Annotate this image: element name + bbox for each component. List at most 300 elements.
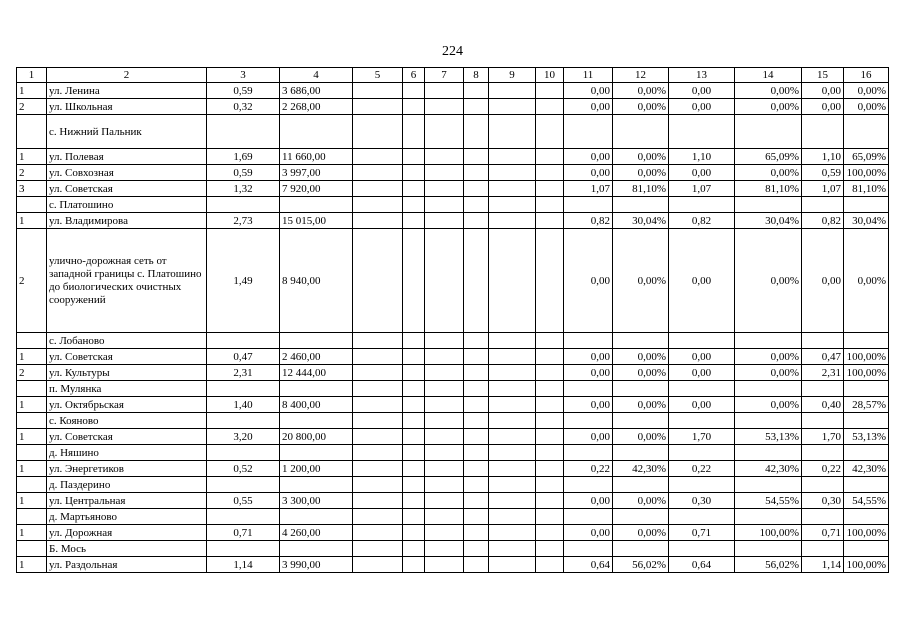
col12-percent-cell: 0,00%	[613, 429, 669, 445]
street-cell: ул. Советская	[47, 181, 207, 197]
row-number-cell: 1	[17, 83, 47, 99]
empty-cell	[735, 333, 802, 349]
settlement-name-cell: с. Кояново	[47, 413, 207, 429]
header-row	[17, 68, 889, 83]
empty-cell	[536, 333, 564, 349]
empty-cell	[536, 197, 564, 213]
empty-cell	[464, 477, 489, 493]
table-row	[17, 229, 889, 333]
empty-cell	[464, 541, 489, 557]
col12-percent-cell: 0,00%	[613, 493, 669, 509]
row-number-cell: 1	[17, 349, 47, 365]
empty-cell	[613, 381, 669, 397]
empty-cell	[735, 381, 802, 397]
empty-cell	[425, 493, 464, 509]
empty-cell	[207, 509, 280, 525]
cost-cell: 4 260,00	[280, 525, 353, 541]
cost-cell: 8 940,00	[280, 229, 353, 333]
length-cell: 0,32	[207, 99, 280, 115]
col11-value-cell: 0,00	[564, 349, 613, 365]
street-cell: ул. Советская	[47, 429, 207, 445]
empty-cell	[613, 197, 669, 213]
table-row	[17, 525, 889, 541]
col15-value-cell: 1,14	[802, 557, 844, 573]
empty-cell	[464, 99, 489, 115]
empty-cell	[802, 541, 844, 557]
col14-percent-cell: 42,30%	[735, 461, 802, 477]
col14-percent-cell: 0,00%	[735, 229, 802, 333]
empty-cell	[489, 445, 536, 461]
row-number-cell: 1	[17, 213, 47, 229]
col11-value-cell: 0,00	[564, 99, 613, 115]
col15-value-cell: 0,47	[802, 349, 844, 365]
col13-value-cell: 0,64	[669, 557, 735, 573]
empty-cell	[280, 333, 353, 349]
col12-percent-cell: 0,00%	[613, 525, 669, 541]
col13-value-cell: 0,30	[669, 493, 735, 509]
street-cell: улично-дорожная сеть от западной границы с. Платошино до биологических очистных сооружений	[47, 229, 207, 333]
empty-cell	[802, 413, 844, 429]
row-number-cell: 2	[17, 365, 47, 381]
row-number-cell: 2	[17, 165, 47, 181]
header-cell: 9	[489, 68, 536, 83]
col12-percent-cell: 0,00%	[613, 165, 669, 181]
row-number-cell: 1	[17, 429, 47, 445]
empty-cell	[403, 525, 425, 541]
empty-cell	[844, 445, 889, 461]
empty-cell	[425, 115, 464, 149]
col15-value-cell: 0,00	[802, 83, 844, 99]
empty-cell	[353, 333, 403, 349]
street-cell: ул. Школьная	[47, 99, 207, 115]
empty-cell	[613, 541, 669, 557]
col12-percent-cell: 0,00%	[613, 229, 669, 333]
empty-cell	[425, 397, 464, 413]
cost-cell: 12 444,00	[280, 365, 353, 381]
empty-cell	[489, 413, 536, 429]
empty-cell	[735, 197, 802, 213]
col16-percent-cell: 54,55%	[844, 493, 889, 509]
empty-cell	[353, 365, 403, 381]
empty-cell	[353, 213, 403, 229]
empty-cell	[353, 477, 403, 493]
empty-cell	[425, 165, 464, 181]
col12-percent-cell: 30,04%	[613, 213, 669, 229]
empty-cell	[403, 213, 425, 229]
col11-value-cell: 0,00	[564, 493, 613, 509]
col11-value-cell: 0,82	[564, 213, 613, 229]
empty-cell	[802, 197, 844, 213]
empty-cell	[17, 115, 47, 149]
table-row	[17, 349, 889, 365]
empty-cell	[536, 181, 564, 197]
empty-cell	[564, 115, 613, 149]
col16-percent-cell: 28,57%	[844, 397, 889, 413]
empty-cell	[489, 197, 536, 213]
col15-value-cell: 0,00	[802, 99, 844, 115]
col13-value-cell: 0,00	[669, 349, 735, 365]
empty-cell	[536, 115, 564, 149]
street-cell: ул. Центральная	[47, 493, 207, 509]
settlement-row	[17, 541, 889, 557]
col16-percent-cell: 65,09%	[844, 149, 889, 165]
empty-cell	[802, 115, 844, 149]
empty-cell	[280, 541, 353, 557]
empty-cell	[403, 115, 425, 149]
empty-cell	[464, 413, 489, 429]
col15-value-cell: 0,40	[802, 397, 844, 413]
empty-cell	[403, 461, 425, 477]
row-number-cell: 1	[17, 493, 47, 509]
empty-cell	[353, 541, 403, 557]
table-row	[17, 165, 889, 181]
empty-cell	[280, 115, 353, 149]
col15-value-cell: 0,59	[802, 165, 844, 181]
col16-percent-cell: 0,00%	[844, 229, 889, 333]
settlement-name-cell: д. Мартьяново	[47, 509, 207, 525]
empty-cell	[403, 333, 425, 349]
empty-cell	[403, 477, 425, 493]
empty-cell	[489, 461, 536, 477]
table-row	[17, 149, 889, 165]
empty-cell	[425, 99, 464, 115]
col13-value-cell: 0,22	[669, 461, 735, 477]
empty-cell	[17, 541, 47, 557]
col12-percent-cell: 0,00%	[613, 99, 669, 115]
col11-value-cell: 0,00	[564, 149, 613, 165]
col11-value-cell: 0,00	[564, 165, 613, 181]
empty-cell	[536, 493, 564, 509]
empty-cell	[489, 213, 536, 229]
empty-cell	[17, 333, 47, 349]
empty-cell	[669, 445, 735, 461]
length-cell: 1,32	[207, 181, 280, 197]
empty-cell	[489, 365, 536, 381]
col16-percent-cell: 100,00%	[844, 557, 889, 573]
cost-cell: 8 400,00	[280, 397, 353, 413]
empty-cell	[17, 477, 47, 493]
empty-cell	[280, 197, 353, 213]
empty-cell	[403, 365, 425, 381]
length-cell: 0,55	[207, 493, 280, 509]
empty-cell	[425, 365, 464, 381]
empty-cell	[17, 413, 47, 429]
empty-cell	[669, 333, 735, 349]
cost-cell: 3 686,00	[280, 83, 353, 99]
col11-value-cell: 0,64	[564, 557, 613, 573]
settlement-row	[17, 197, 889, 213]
header-cell: 11	[564, 68, 613, 83]
empty-cell	[536, 229, 564, 333]
empty-cell	[613, 333, 669, 349]
empty-cell	[403, 429, 425, 445]
cost-cell: 1 200,00	[280, 461, 353, 477]
empty-cell	[536, 413, 564, 429]
empty-cell	[17, 381, 47, 397]
settlement-row	[17, 477, 889, 493]
empty-cell	[425, 461, 464, 477]
empty-cell	[489, 525, 536, 541]
empty-cell	[844, 509, 889, 525]
length-cell: 1,14	[207, 557, 280, 573]
empty-cell	[353, 83, 403, 99]
empty-cell	[353, 99, 403, 115]
header-cell: 16	[844, 68, 889, 83]
empty-cell	[844, 541, 889, 557]
empty-cell	[489, 397, 536, 413]
empty-cell	[464, 333, 489, 349]
empty-cell	[403, 413, 425, 429]
empty-cell	[280, 477, 353, 493]
empty-cell	[669, 413, 735, 429]
cost-cell: 20 800,00	[280, 429, 353, 445]
empty-cell	[564, 381, 613, 397]
empty-cell	[613, 477, 669, 493]
length-cell: 0,47	[207, 349, 280, 365]
empty-cell	[464, 429, 489, 445]
col16-percent-cell: 100,00%	[844, 365, 889, 381]
settlement-name-cell: Б. Мось	[47, 541, 207, 557]
empty-cell	[353, 115, 403, 149]
empty-cell	[353, 197, 403, 213]
empty-cell	[802, 509, 844, 525]
empty-cell	[425, 541, 464, 557]
empty-cell	[280, 509, 353, 525]
empty-cell	[207, 477, 280, 493]
table-row	[17, 99, 889, 115]
col15-value-cell: 2,31	[802, 365, 844, 381]
empty-cell	[353, 509, 403, 525]
empty-cell	[353, 397, 403, 413]
empty-cell	[464, 197, 489, 213]
empty-cell	[425, 349, 464, 365]
empty-cell	[536, 149, 564, 165]
header-cell: 13	[669, 68, 735, 83]
row-number-cell: 2	[17, 229, 47, 333]
empty-cell	[353, 525, 403, 541]
empty-cell	[464, 349, 489, 365]
col12-percent-cell: 0,00%	[613, 365, 669, 381]
col14-percent-cell: 81,10%	[735, 181, 802, 197]
empty-cell	[489, 83, 536, 99]
empty-cell	[403, 509, 425, 525]
empty-cell	[489, 165, 536, 181]
empty-cell	[464, 365, 489, 381]
col16-percent-cell: 100,00%	[844, 165, 889, 181]
street-cell: ул. Советская	[47, 349, 207, 365]
col16-percent-cell: 81,10%	[844, 181, 889, 197]
empty-cell	[489, 115, 536, 149]
empty-cell	[280, 413, 353, 429]
empty-cell	[536, 525, 564, 541]
street-cell: ул. Владимирова	[47, 213, 207, 229]
empty-cell	[403, 229, 425, 333]
empty-cell	[353, 413, 403, 429]
col12-percent-cell: 81,10%	[613, 181, 669, 197]
empty-cell	[735, 115, 802, 149]
header-cell: 2	[47, 68, 207, 83]
col14-percent-cell: 30,04%	[735, 213, 802, 229]
table-row	[17, 213, 889, 229]
table-row	[17, 181, 889, 197]
empty-cell	[207, 413, 280, 429]
row-number-cell: 2	[17, 99, 47, 115]
empty-cell	[403, 541, 425, 557]
col11-value-cell: 1,07	[564, 181, 613, 197]
col12-percent-cell: 0,00%	[613, 83, 669, 99]
empty-cell	[403, 197, 425, 213]
header-cell: 10	[536, 68, 564, 83]
cost-cell: 15 015,00	[280, 213, 353, 229]
header-cell: 14	[735, 68, 802, 83]
col16-percent-cell: 0,00%	[844, 99, 889, 115]
empty-cell	[735, 477, 802, 493]
table-row	[17, 365, 889, 381]
col13-value-cell: 1,70	[669, 429, 735, 445]
empty-cell	[464, 115, 489, 149]
col15-value-cell: 0,82	[802, 213, 844, 229]
empty-cell	[564, 541, 613, 557]
row-number-cell: 1	[17, 525, 47, 541]
empty-cell	[425, 197, 464, 213]
empty-cell	[489, 429, 536, 445]
empty-cell	[536, 541, 564, 557]
row-number-cell: 3	[17, 181, 47, 197]
empty-cell	[844, 381, 889, 397]
empty-cell	[425, 509, 464, 525]
empty-cell	[489, 509, 536, 525]
empty-cell	[489, 477, 536, 493]
empty-cell	[353, 381, 403, 397]
empty-cell	[489, 181, 536, 197]
col13-value-cell: 0,71	[669, 525, 735, 541]
col12-percent-cell: 0,00%	[613, 149, 669, 165]
header-cell: 15	[802, 68, 844, 83]
header-cell: 1	[17, 68, 47, 83]
empty-cell	[489, 349, 536, 365]
length-cell: 0,52	[207, 461, 280, 477]
empty-cell	[489, 149, 536, 165]
settlement-row	[17, 381, 889, 397]
col16-percent-cell: 42,30%	[844, 461, 889, 477]
street-cell: ул. Энергетиков	[47, 461, 207, 477]
length-cell: 0,71	[207, 525, 280, 541]
empty-cell	[844, 413, 889, 429]
col11-value-cell: 0,00	[564, 525, 613, 541]
length-cell: 1,69	[207, 149, 280, 165]
length-cell: 2,73	[207, 213, 280, 229]
empty-cell	[207, 445, 280, 461]
empty-cell	[464, 83, 489, 99]
empty-cell	[464, 445, 489, 461]
empty-cell	[669, 541, 735, 557]
col13-value-cell: 0,00	[669, 99, 735, 115]
empty-cell	[536, 445, 564, 461]
col14-percent-cell: 0,00%	[735, 99, 802, 115]
col13-value-cell: 1,10	[669, 149, 735, 165]
empty-cell	[613, 445, 669, 461]
row-number-cell: 1	[17, 397, 47, 413]
empty-cell	[669, 477, 735, 493]
settlement-name-cell: п. Мулянка	[47, 381, 207, 397]
empty-cell	[536, 213, 564, 229]
empty-cell	[669, 115, 735, 149]
empty-cell	[280, 381, 353, 397]
empty-cell	[802, 477, 844, 493]
col14-percent-cell: 0,00%	[735, 83, 802, 99]
empty-cell	[425, 229, 464, 333]
col13-value-cell: 0,00	[669, 397, 735, 413]
col13-value-cell: 0,00	[669, 165, 735, 181]
street-cell: ул. Совхозная	[47, 165, 207, 181]
col16-percent-cell: 100,00%	[844, 525, 889, 541]
table-row	[17, 493, 889, 509]
empty-cell	[464, 493, 489, 509]
cost-cell: 7 920,00	[280, 181, 353, 197]
empty-cell	[280, 445, 353, 461]
settlement-row	[17, 413, 889, 429]
empty-cell	[353, 493, 403, 509]
empty-cell	[425, 333, 464, 349]
empty-cell	[844, 115, 889, 149]
empty-cell	[464, 397, 489, 413]
empty-cell	[802, 445, 844, 461]
settlement-name-cell: с. Лобаново	[47, 333, 207, 349]
page-number: 224	[442, 44, 463, 59]
col11-value-cell: 0,00	[564, 397, 613, 413]
empty-cell	[403, 493, 425, 509]
street-cell: ул. Октябрьская	[47, 397, 207, 413]
col13-value-cell: 0,00	[669, 229, 735, 333]
empty-cell	[564, 445, 613, 461]
col12-percent-cell: 0,00%	[613, 349, 669, 365]
empty-cell	[489, 381, 536, 397]
empty-cell	[403, 83, 425, 99]
cost-cell: 2 268,00	[280, 99, 353, 115]
col14-percent-cell: 0,00%	[735, 397, 802, 413]
length-cell: 2,31	[207, 365, 280, 381]
empty-cell	[802, 381, 844, 397]
empty-cell	[425, 525, 464, 541]
empty-cell	[425, 381, 464, 397]
header-cell: 12	[613, 68, 669, 83]
empty-cell	[735, 413, 802, 429]
empty-cell	[403, 99, 425, 115]
empty-cell	[735, 509, 802, 525]
empty-cell	[844, 333, 889, 349]
col11-value-cell: 0,00	[564, 83, 613, 99]
header-cell: 6	[403, 68, 425, 83]
settlement-name-cell: д. Няшино	[47, 445, 207, 461]
empty-cell	[536, 165, 564, 181]
col14-percent-cell: 0,00%	[735, 365, 802, 381]
header-cell: 7	[425, 68, 464, 83]
col14-percent-cell: 0,00%	[735, 165, 802, 181]
empty-cell	[464, 165, 489, 181]
empty-cell	[464, 149, 489, 165]
empty-cell	[403, 445, 425, 461]
col14-percent-cell: 0,00%	[735, 349, 802, 365]
col12-percent-cell: 0,00%	[613, 397, 669, 413]
col15-value-cell: 0,30	[802, 493, 844, 509]
empty-cell	[669, 509, 735, 525]
col12-percent-cell: 56,02%	[613, 557, 669, 573]
empty-cell	[464, 229, 489, 333]
col13-value-cell: 0,82	[669, 213, 735, 229]
row-number-cell: 1	[17, 557, 47, 573]
header-cell: 8	[464, 68, 489, 83]
empty-cell	[207, 381, 280, 397]
